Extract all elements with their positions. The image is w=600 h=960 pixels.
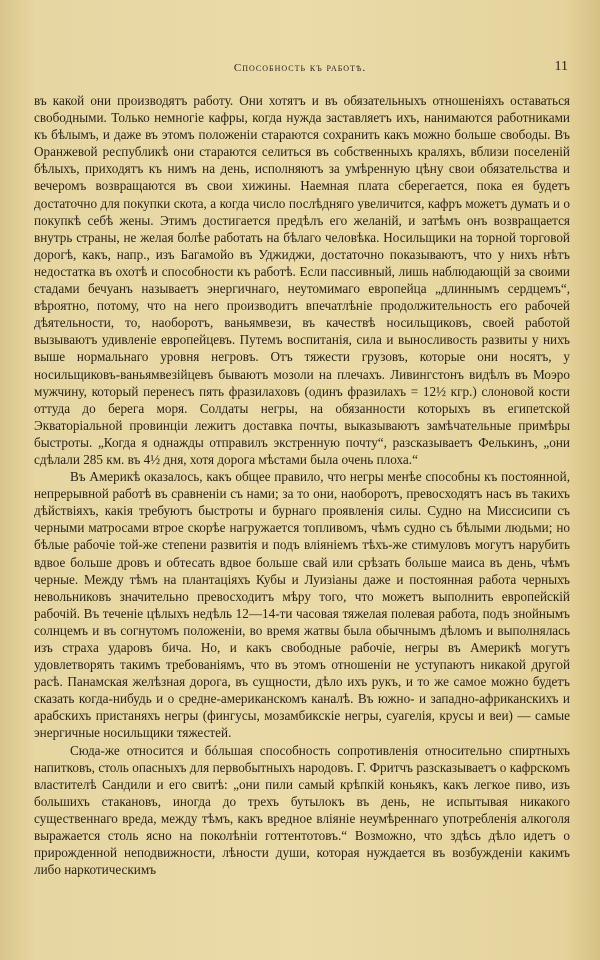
paragraph-1: въ какой они производятъ работу. Они хотятъ и въ обязательныхъ отношеніяхъ оставаться свободными. Только немногіе кафры, когда нужда заставляетъ ихъ, нанимаются работниками къ бѣлымъ, и даже въ этомъ положеніи стараются сохранить какъ можно больше свободы. Въ Оранжевой республикѣ они стараются селиться въ собственныхъ краляхъ, вблизи поселеній бѣлыхъ, приходятъ къ нимъ на день, исполняютъ за умѣренную цѣну свои обязательства и вечеромъ возвращаются въ свои хижины. Наемная плата сберегается, пока ея будетъ достаточно для покупки скота, а когда число послѣдняго увеличится, кафръ можетъ думать и о покупкѣ себѣ жены. Этимъ достигается предѣлъ его желаній, и затѣмъ онъ возвращается внутрь страны, не желая болѣе работать на бѣлаго человѣка. Носильщики на торной торговой дорогѣ, какъ, напр., изъ Багамойо въ Уджиджи, достаточно показываютъ, что у нихъ нѣтъ недостатка въ охотѣ и способности къ работѣ. Если пассивный, лишь наблюдающій за своими стадами бечуанъ называетъ энергичнаго, неутомимаго европейца „длиннымъ сердцемъ“, вѣроятно, потому, что на него производитъ впечатлѣніе продолжительность его рабочей дѣятельности, то, наоборотъ, ваньямвези, въ качествѣ носильщиковъ, своей работой вызываютъ удивленіе европейцевъ. Путемъ воспитанія, сила и выносливость развиты у нихъ выше нормальнаго уровня негровъ. Отъ тяжести грузовъ, которые они носятъ, у носильщиковъ-ваньямвезійцевъ бываютъ мозоли на плечахъ. Ливингстонъ видѣлъ въ Моэро мужчину, который перенесъ пять фразилаховъ (одинъ фразилахъ = 12½ кгр.) слоновой кости оттуда до берега моря. Солдаты негры, на обязанности которыхъ въ египетской Экваторіальной провинціи лежитъ доставка почты, выказываютъ замѣчательные примѣры быстроты. „Когда я однажды отправилъ экстренную почту“, разсказываетъ Фелькинъ, „они сдѣлали 285 км. въ 4½ дня, хотя дорога мѣстами была очень плоха.“ [34, 93, 570, 467]
page-header [0, 59, 600, 82]
paragraph-3: Сюда-же относится и бóльшая способность сопротивленія относительно спиртныхъ напитковъ, столь опасныхъ для первобытныхъ народовъ. Г. Фритчъ разсказываетъ о кафрскомъ властителѣ Сандили и его свитѣ: „они пили самый крѣпкій коньякъ, какъ легкое пиво, изъ большихъ стакановъ, иногда до трехъ бутылокъ въ день, не испытывая никакого существеннаго вреда, между тѣмъ, какъ вредное вліяніе неумѣреннаго употребленія алкоголя выражается столь ясно на поколѣніи готтентотовъ.“ Возможно, что здѣсь дѣло идетъ о прирожденной неподвижности, лѣности души, которая нуждается въ возбужденіи какимъ либо наркотическимъ [34, 742, 570, 878]
paragraph-2: Въ Америкѣ оказалось, какъ общее правило, что негры менѣе способны къ постоянной, непрерывной работѣ въ сравненіи съ нами; за то они, наоборотъ, превосходятъ насъ въ такихъ дѣйствіяхъ, какія требуютъ быстроты и бурнаго проявленія силы. Судно на Миссисипи съ черными матросами втрое скорѣе нагружается топливомъ, чѣмъ судно съ бѣлыми людьми; но бѣлые рабочіе той-же степени развитія и подъ вліяніемъ тѣхъ-же стимуловъ могутъ нарубить вдвое больше дровъ и обтесать вдвое больше свай или срѣзать больше маиса въ день, чѣмъ черные. Между тѣмъ на плантаціяхъ Кубы и Луизіаны даже и постоянная работа черныхъ невольниковъ значительно превосходитъ мѣру того, что можетъ выполнить европейскій рабочій. Въ теченіе цѣлыхъ недѣль 12—14-ти часовая тяжелая полевая работа, подъ знойнымъ солнцемъ и въ согнутомъ положеніи, во время жатвы была обычнымъ дѣломъ и выполнялась изъ страха ударовъ бича. Но, и какъ свободные рабочіе, негры въ Америкѣ могутъ удовлетворять такимъ требованіямъ, что въ этомъ отношеніи не уступаютъ никакой другой расѣ. Панамская желѣзная дорога, въ сущности, дѣло ихъ рукъ, и то же самое можно будетъ сказать когда-нибудь и о средне-американскомъ каналѣ. Въ южно- и западно-африканскихъ и арабскихъ пристаняхъ негры (фингусы, мозамбикскіе негры, суагелія, крусы и веи) — самые энергичные носильщики тяжестей. [34, 469, 570, 741]
page-number: 11 [554, 59, 568, 74]
page-body [34, 92, 570, 878]
running-title: Способность къ работѣ. [233, 62, 367, 74]
